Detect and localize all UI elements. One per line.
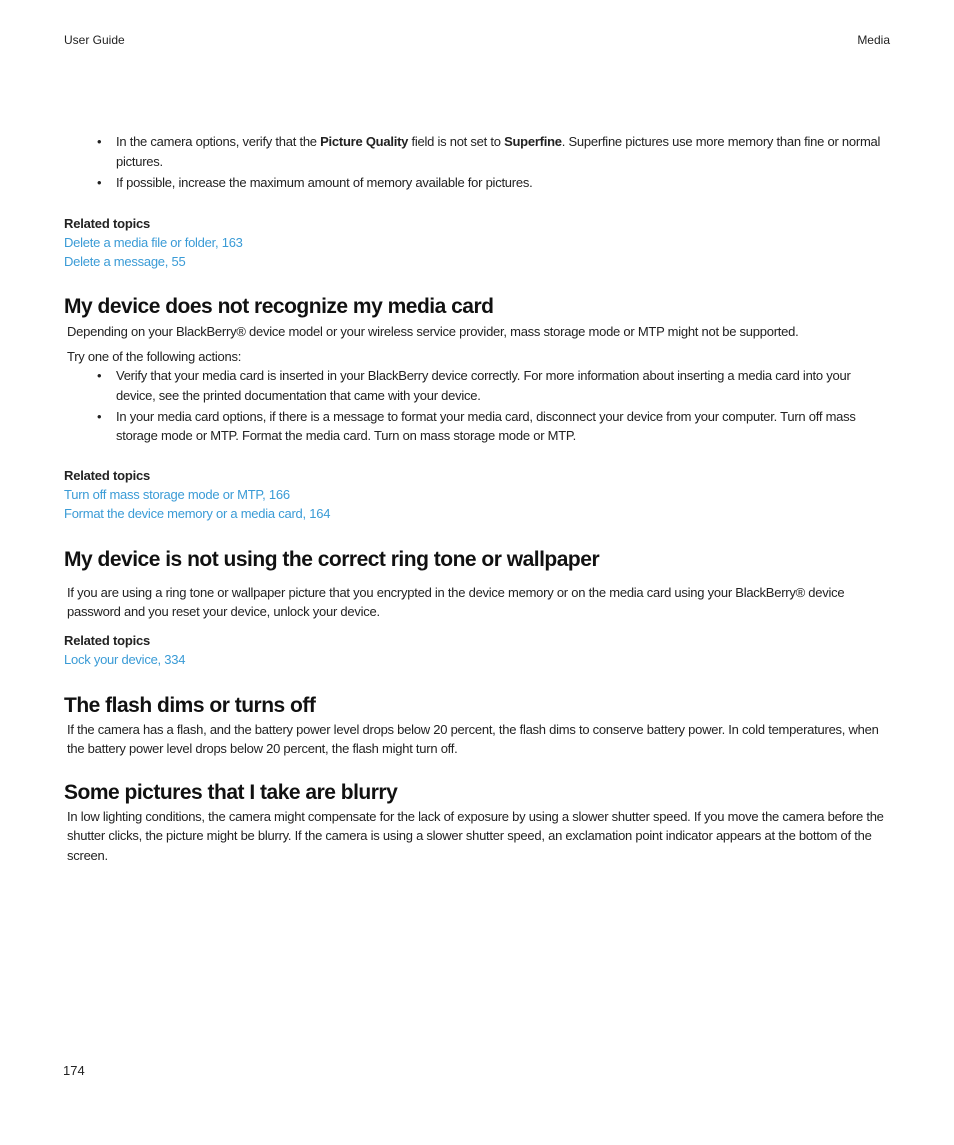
paragraph: If the camera has a flash, and the battery power level drops below 20 percent, the flash dims to conserve battery power. In cold temperatures, when the battery power level drops below 20 percent, the flash might turn off. [67, 721, 879, 756]
related-topics-title: Related topics [64, 632, 151, 648]
related-topics [64, 631, 892, 669]
related-link[interactable]: Turn off mass storage mode or MTP, 166 [64, 486, 290, 502]
media-card-bullet-list [64, 366, 892, 446]
section-heading: The flash dims or turns off [64, 693, 316, 717]
field-name-picture-quality: Picture Quality [320, 134, 409, 149]
list-item: • If possible, increase the maximum amount of memory available for pictures. [116, 173, 892, 193]
related-topics-title: Related topics [64, 216, 151, 231]
paragraph: Depending on your BlackBerry® device model or your wireless service provider, mass storage mode or MTP might not be supported. [67, 324, 799, 339]
related-link[interactable]: Delete a media file or folder, 163 [64, 235, 243, 250]
header-doc-title: User Guide [64, 33, 125, 47]
section-heading: My device is not using the correct ring tone or wallpaper [64, 547, 600, 571]
header-section-title: Media [857, 33, 890, 47]
paragraph: If you are using a ring tone or wallpaper picture that you encrypted in the device memory or on the media card using your BlackBerry® device password and you reset your device, unlock your device. [67, 584, 845, 619]
related-link[interactable]: Lock your device, 334 [64, 651, 186, 667]
list-item: • Verify that your media card is inserted in your BlackBerry device correctly. For more information about inserting a media card into your device, see the printed documentation that came with your device. [116, 366, 892, 405]
option-superfine: Superfine [504, 134, 562, 149]
page-content [64, 132, 892, 865]
related-topics [64, 214, 892, 271]
list-item: • In the camera options, verify that the Picture Quality field is not set to Superfine. Superfine pictures use more memory than fine or normal pictures. [116, 132, 892, 171]
section-heading: Some pictures that I take are blurry [64, 780, 398, 804]
section-heading: My device does not recognize my media card [64, 295, 494, 318]
list-item: • In your media card options, if there is a message to format your media card, disconnect your device from your computer. Turn off mass storage mode or MTP. Format the media card. Turn on mass storage mode or MTP. [116, 407, 892, 446]
paragraph: Try one of the following actions: [67, 348, 242, 364]
related-link[interactable]: Format the device memory or a media card, 164 [64, 505, 331, 521]
page-number: 174 [63, 1063, 85, 1078]
related-link[interactable]: Delete a message, 55 [64, 254, 186, 269]
related-topics-title: Related topics [64, 467, 151, 483]
related-topics [64, 466, 892, 523]
intro-bullet-list [64, 132, 892, 192]
paragraph: In low lighting conditions, the camera might compensate for the lack of exposure by using a slower shutter speed. If you move the camera before the shutter clicks, the picture might be blurry. If the camera is using a slower shutter speed, an exclamation point indicator appears at the bottom of the screen. [67, 808, 884, 863]
